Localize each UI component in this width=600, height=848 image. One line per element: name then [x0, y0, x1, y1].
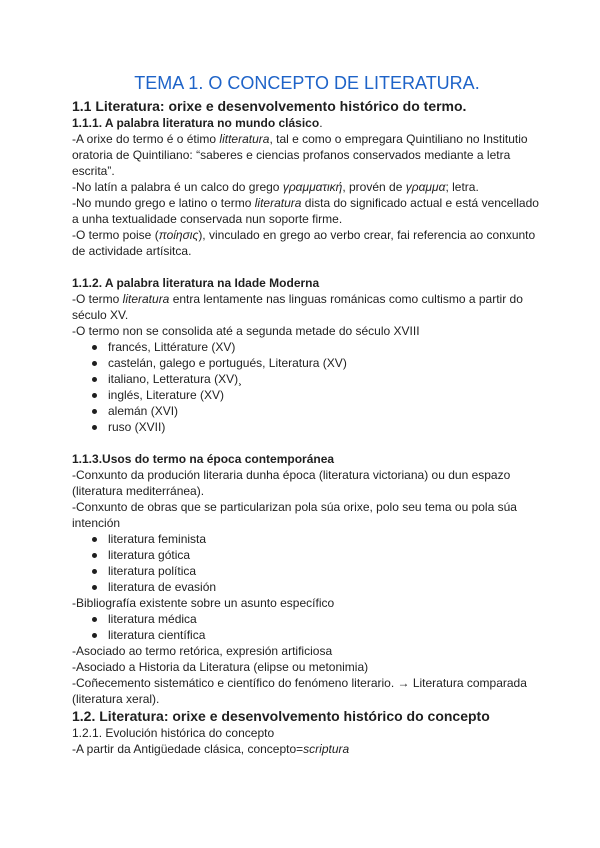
subsection-1-1-2-heading: 1.1.2. A palabra literatura na Idade Moderna — [72, 276, 320, 290]
list-item: literatura de evasión — [108, 579, 542, 595]
paragraph-works-set: -Conxunto de obras que se particularizan pola súa orixe, polo seu tema ou pola súa intención — [72, 500, 517, 530]
section-1-heading: 1.1 Literatura: orixe e desenvolvemento histórico do termo. — [72, 98, 467, 114]
page-title: TEMA 1. O CONCEPTO DE LITERATURA. — [134, 73, 480, 93]
paragraph-classical-antiquity: -A partir da Antigüedade clásica, concepto=scriptura — [72, 742, 350, 756]
subsection-1-1-3-heading: 1.1.3.Usos do termo na época contemporánea — [72, 452, 335, 466]
list-item: francés, Littérature (XV) — [108, 339, 542, 355]
paragraph-bibliography: -Bibliografía existente sobre un asunto específico — [72, 596, 335, 610]
list-item: alemán (XVI) — [108, 403, 542, 419]
list-item: inglés, Literature (XV) — [108, 387, 542, 403]
list-item: literatura médica — [108, 611, 542, 627]
document-page — [72, 72, 542, 757]
paragraph-romance-languages: -O termo literatura entra lentamente nas linguas románicas como cultismo a partir do século XV. — [72, 292, 523, 322]
languages-list — [72, 339, 542, 435]
paragraph-epoch-production: -Conxunto da produción literaria dunha época (literatura victoriana) ou dun espazo (literatura mediterránea). — [72, 468, 511, 498]
paragraph-rhetoric: -Asociado ao termo retórica, expresión artificiosa — [72, 644, 333, 658]
list-item: castelán, galego e portugués, Literatura (XV) — [108, 355, 542, 371]
literature-types-list — [72, 531, 542, 595]
paragraph-greek-latin-world: -No mundo grego e latino o termo literatura dista do significado actual e está vencellado a unha textualidade conservada nun soporte firme. — [72, 196, 539, 226]
paragraph-latin: -No latín a palabra é un calco do grego γραμματική, provén de γραμμα; letra. — [72, 180, 479, 194]
section-2-heading: 1.2. Literatura: orixe e desenvolvemento histórico do concepto — [72, 708, 490, 724]
paragraph-consolidation: -O termo non se consolida até a segunda metade do século XVIII — [72, 324, 420, 338]
paragraph-scientific-knowledge: -Coñecemento sistemático e científico do fenómeno literario. → Literatura comparada (literatura xeral). — [72, 676, 527, 706]
list-item: literatura feminista — [108, 531, 542, 547]
list-item: ruso (XVII) — [108, 419, 542, 435]
list-item: italiano, Letteratura (XV)¸ — [108, 371, 542, 387]
bibliography-list — [72, 611, 542, 643]
paragraph-poise: -O termo poise (ποίησις), vinculado en grego ao verbo crear, fai referencia ao conxunto de actividade artísitca. — [72, 228, 536, 258]
paragraph-history: -Asociado a Historia da Literatura (elipse ou metonimia) — [72, 660, 369, 674]
paragraph-origin: -A orixe do termo é o étimo litteratura, tal e como o empregara Quintiliano no Institutio oratoria de Quintiliano: “saberes e ciencias profanos conservados mediante a letra escrita”. — [72, 132, 528, 178]
list-item: literatura política — [108, 563, 542, 579]
list-item: literatura científica — [108, 627, 542, 643]
subsection-1-1-1-heading: 1.1.1. A palabra literatura no mundo clásico. — [72, 116, 323, 130]
list-item: literatura gótica — [108, 547, 542, 563]
subsection-1-2-1-heading: 1.2.1. Evolución histórica do concepto — [72, 726, 275, 740]
